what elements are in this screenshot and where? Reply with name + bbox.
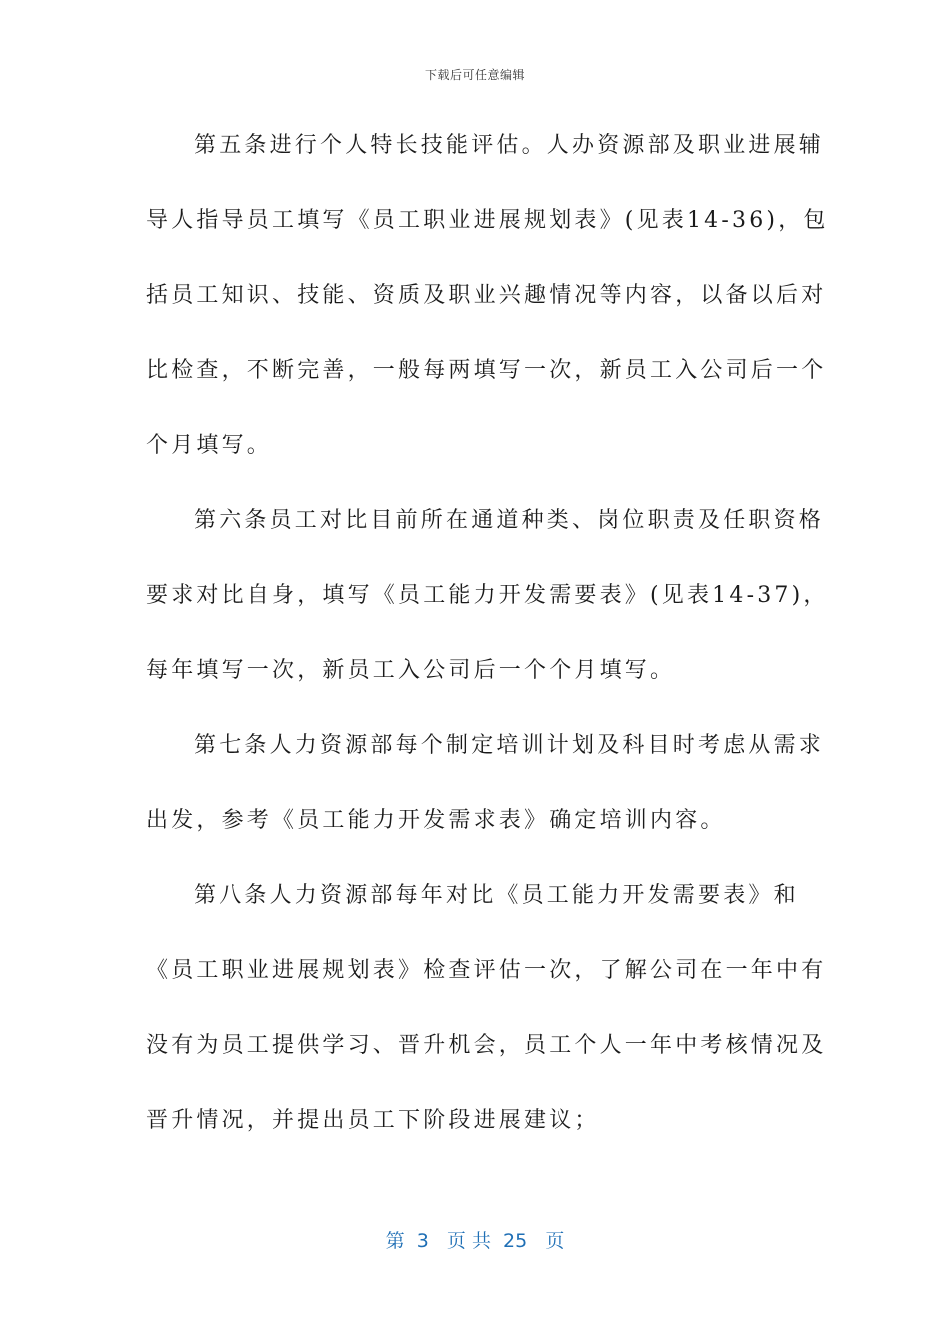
text-line: 第五条进行个人特长技能评估。人办资源部及职业进展辅 xyxy=(194,133,825,158)
document-body xyxy=(146,108,829,1158)
text-line: 要求对比自身，填写《员工能力开发需要表》(见表14-37)， xyxy=(146,583,829,608)
text-line: 比检查，不断完善，一般每两填写一次，新员工入公司后一个 xyxy=(146,358,827,383)
text-line: 第六条员工对比目前所在通道种类、岗位职责及任职资格 xyxy=(194,508,825,533)
text-line: 没有为员工提供学习、晋升机会，员工个人一年中考核情况及 xyxy=(146,1033,827,1058)
text-line: 出发，参考《员工能力开发需求表》确定培训内容。 xyxy=(146,808,726,833)
page-number-footer: 第 3 页 共 25 页 xyxy=(385,1230,565,1252)
text-line: 个月填写。 xyxy=(146,433,273,458)
text-line: 《员工职业进展规划表》检查评估一次，了解公司在一年中有 xyxy=(146,958,827,983)
text-line: 括员工知识、技能、资质及职业兴趣情况等内容，以备以后对 xyxy=(146,283,827,308)
text-line: 每年填写一次，新员工入公司后一个个月填写。 xyxy=(146,658,676,683)
text-line: 第八条人力资源部每年对比《员工能力开发需要表》和 xyxy=(194,883,799,908)
text-line: 导人指导员工填写《员工职业进展规划表》(见表14-36)，包 xyxy=(146,208,829,233)
header-note: 下载后可任意编辑 xyxy=(424,68,525,82)
text-line: 第七条人力资源部每个制定培训计划及科目时考虑从需求 xyxy=(194,733,825,758)
text-line: 晋升情况，并提出员工下阶段进展建议； xyxy=(146,1108,600,1133)
